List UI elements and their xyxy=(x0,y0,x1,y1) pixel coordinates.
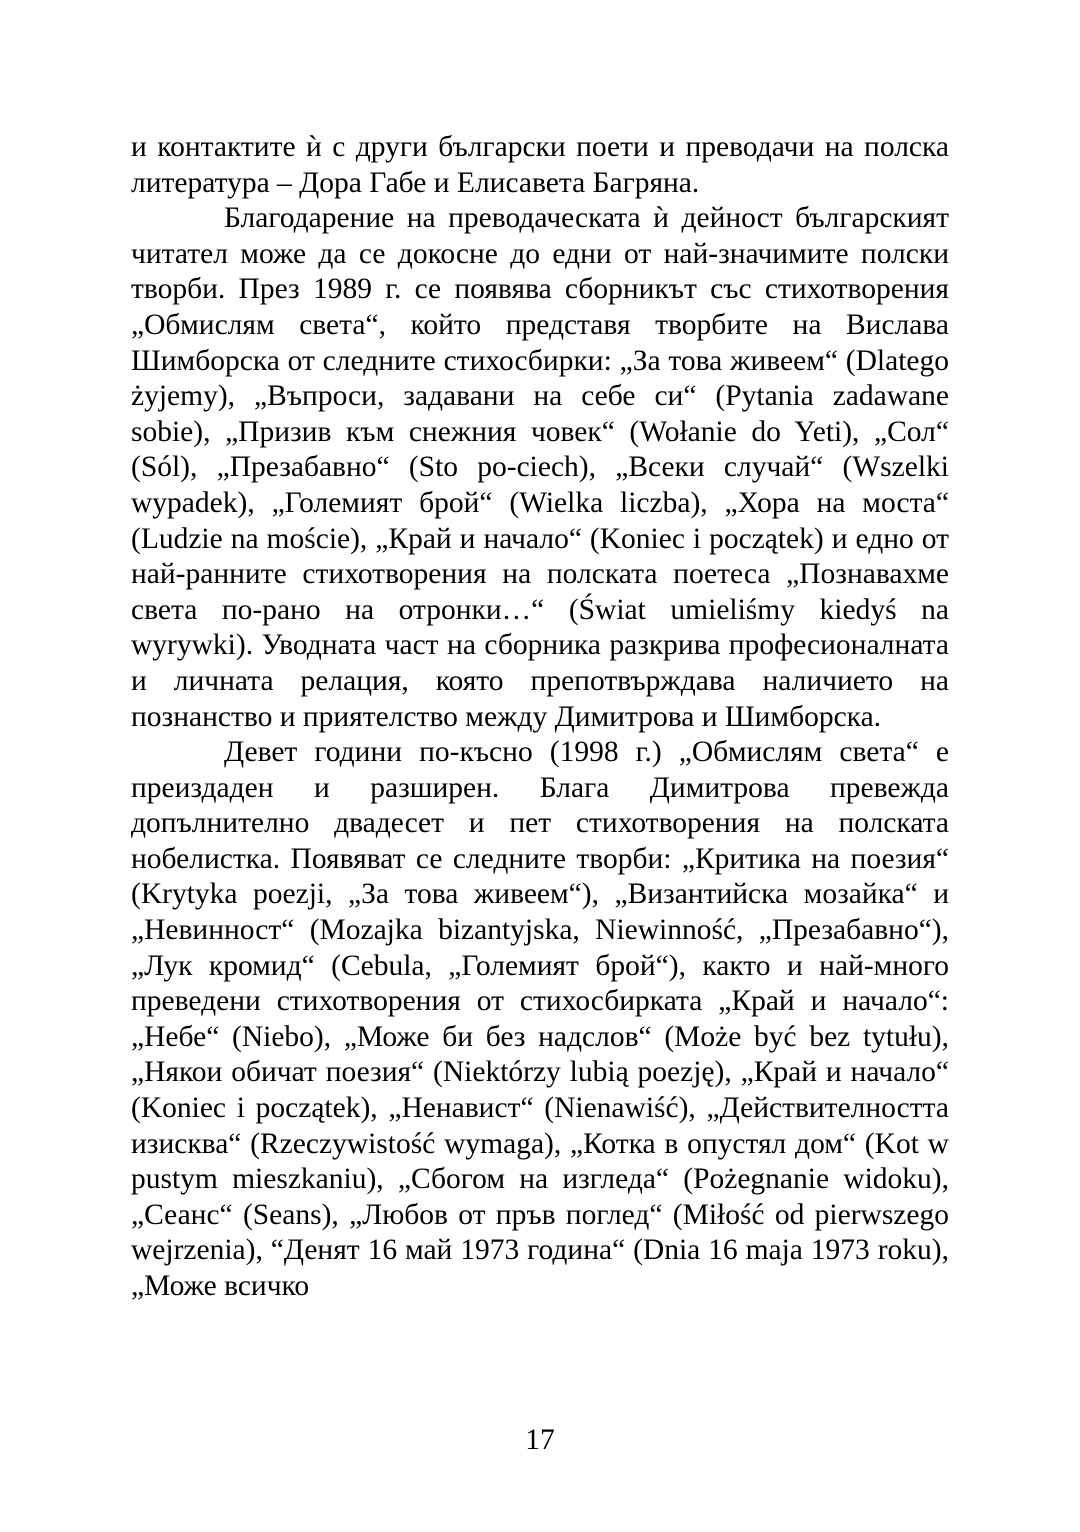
body-text xyxy=(131,130,949,1305)
paragraph-reedition: Девет години по-късно (1998 г.) „Обмислям света“ е преиздаден и разширен. Блага Димитрова превежда допълнително двадесет и пет стихотворения на полската нобелистка. Появяват се следните творби: „Критика на поезия“ (Krytyka poezji, „За това живеем“), „Византийска мозайка“ и „Невинност“ (Mozajka bizantyjska, Niewinność, „Презабавно“), „Лук кромид“ (Cebula, „Големият брой“), както и най-много преведени стихотворения от стихосбирката „Край и начало“: „Небе“ (Niebo), „Може би без надслов“ (Może być bez tytułu), „Някои обичат поезия“ (Niektórzy lubią poezję), „Край и начало“ (Koniec i początek), „Ненавист“ (Nienawiść), „Действителността изисква“ (Rzeczywistość wymaga), „Котка в опустял дом“ (Kot w pustym mieszkaniu), „Сбогом на изгледа“ (Pożegnanie widoku), „Сеанс“ (Seans), „Любов от пръв поглед“ (Miłość od pierwszego wejrzenia), “Денят 16 май 1973 година“ (Dnia 16 maja 1973 roku), „Може всичко xyxy=(131,736,949,1302)
paragraph-translation-activity: Благодарение на преводаческата ѝ дейност българският читател може да се докосне до едни от най-значимите полски творби. През 1989 г. се появява сборникът със стихотворения „Обмислям света“, който представя творбите на Вислава Шимборска от следните стихосбирки: „За това живеем“ (Dlatego żyjemy), „Въпроси, задавани на себе си“ (Pytania zadawane sobie), „Призив към снежния човек“ (Wołanie do Yeti), „Сол“ (Sól), „Презабавно“ (Sto po-ciech), „Всеки случай“ (Wszelki wypadek), „Големият брой“ (Wielka liczba), „Хора на моста“ (Ludzie na moście), „Край и начало“ (Koniec i początek) и едно от най-ранните стихотворения на полската поетеса „Познавахме света по-рано на отронки…“ (Świat umieliśmy kiedyś na wyrywki). Уводната част на сборника разкрива професионалната и личната релация, която препотвърждава наличието на познанство и приятелство между Димитрова и Шимборска. xyxy=(131,202,949,733)
paragraph-continuation: и контактите ѝ с други български поети и преводачи на полска литература – Дора Габе и Елисавета Багряна. xyxy=(131,131,949,199)
page-number: 17 xyxy=(525,1424,555,1456)
